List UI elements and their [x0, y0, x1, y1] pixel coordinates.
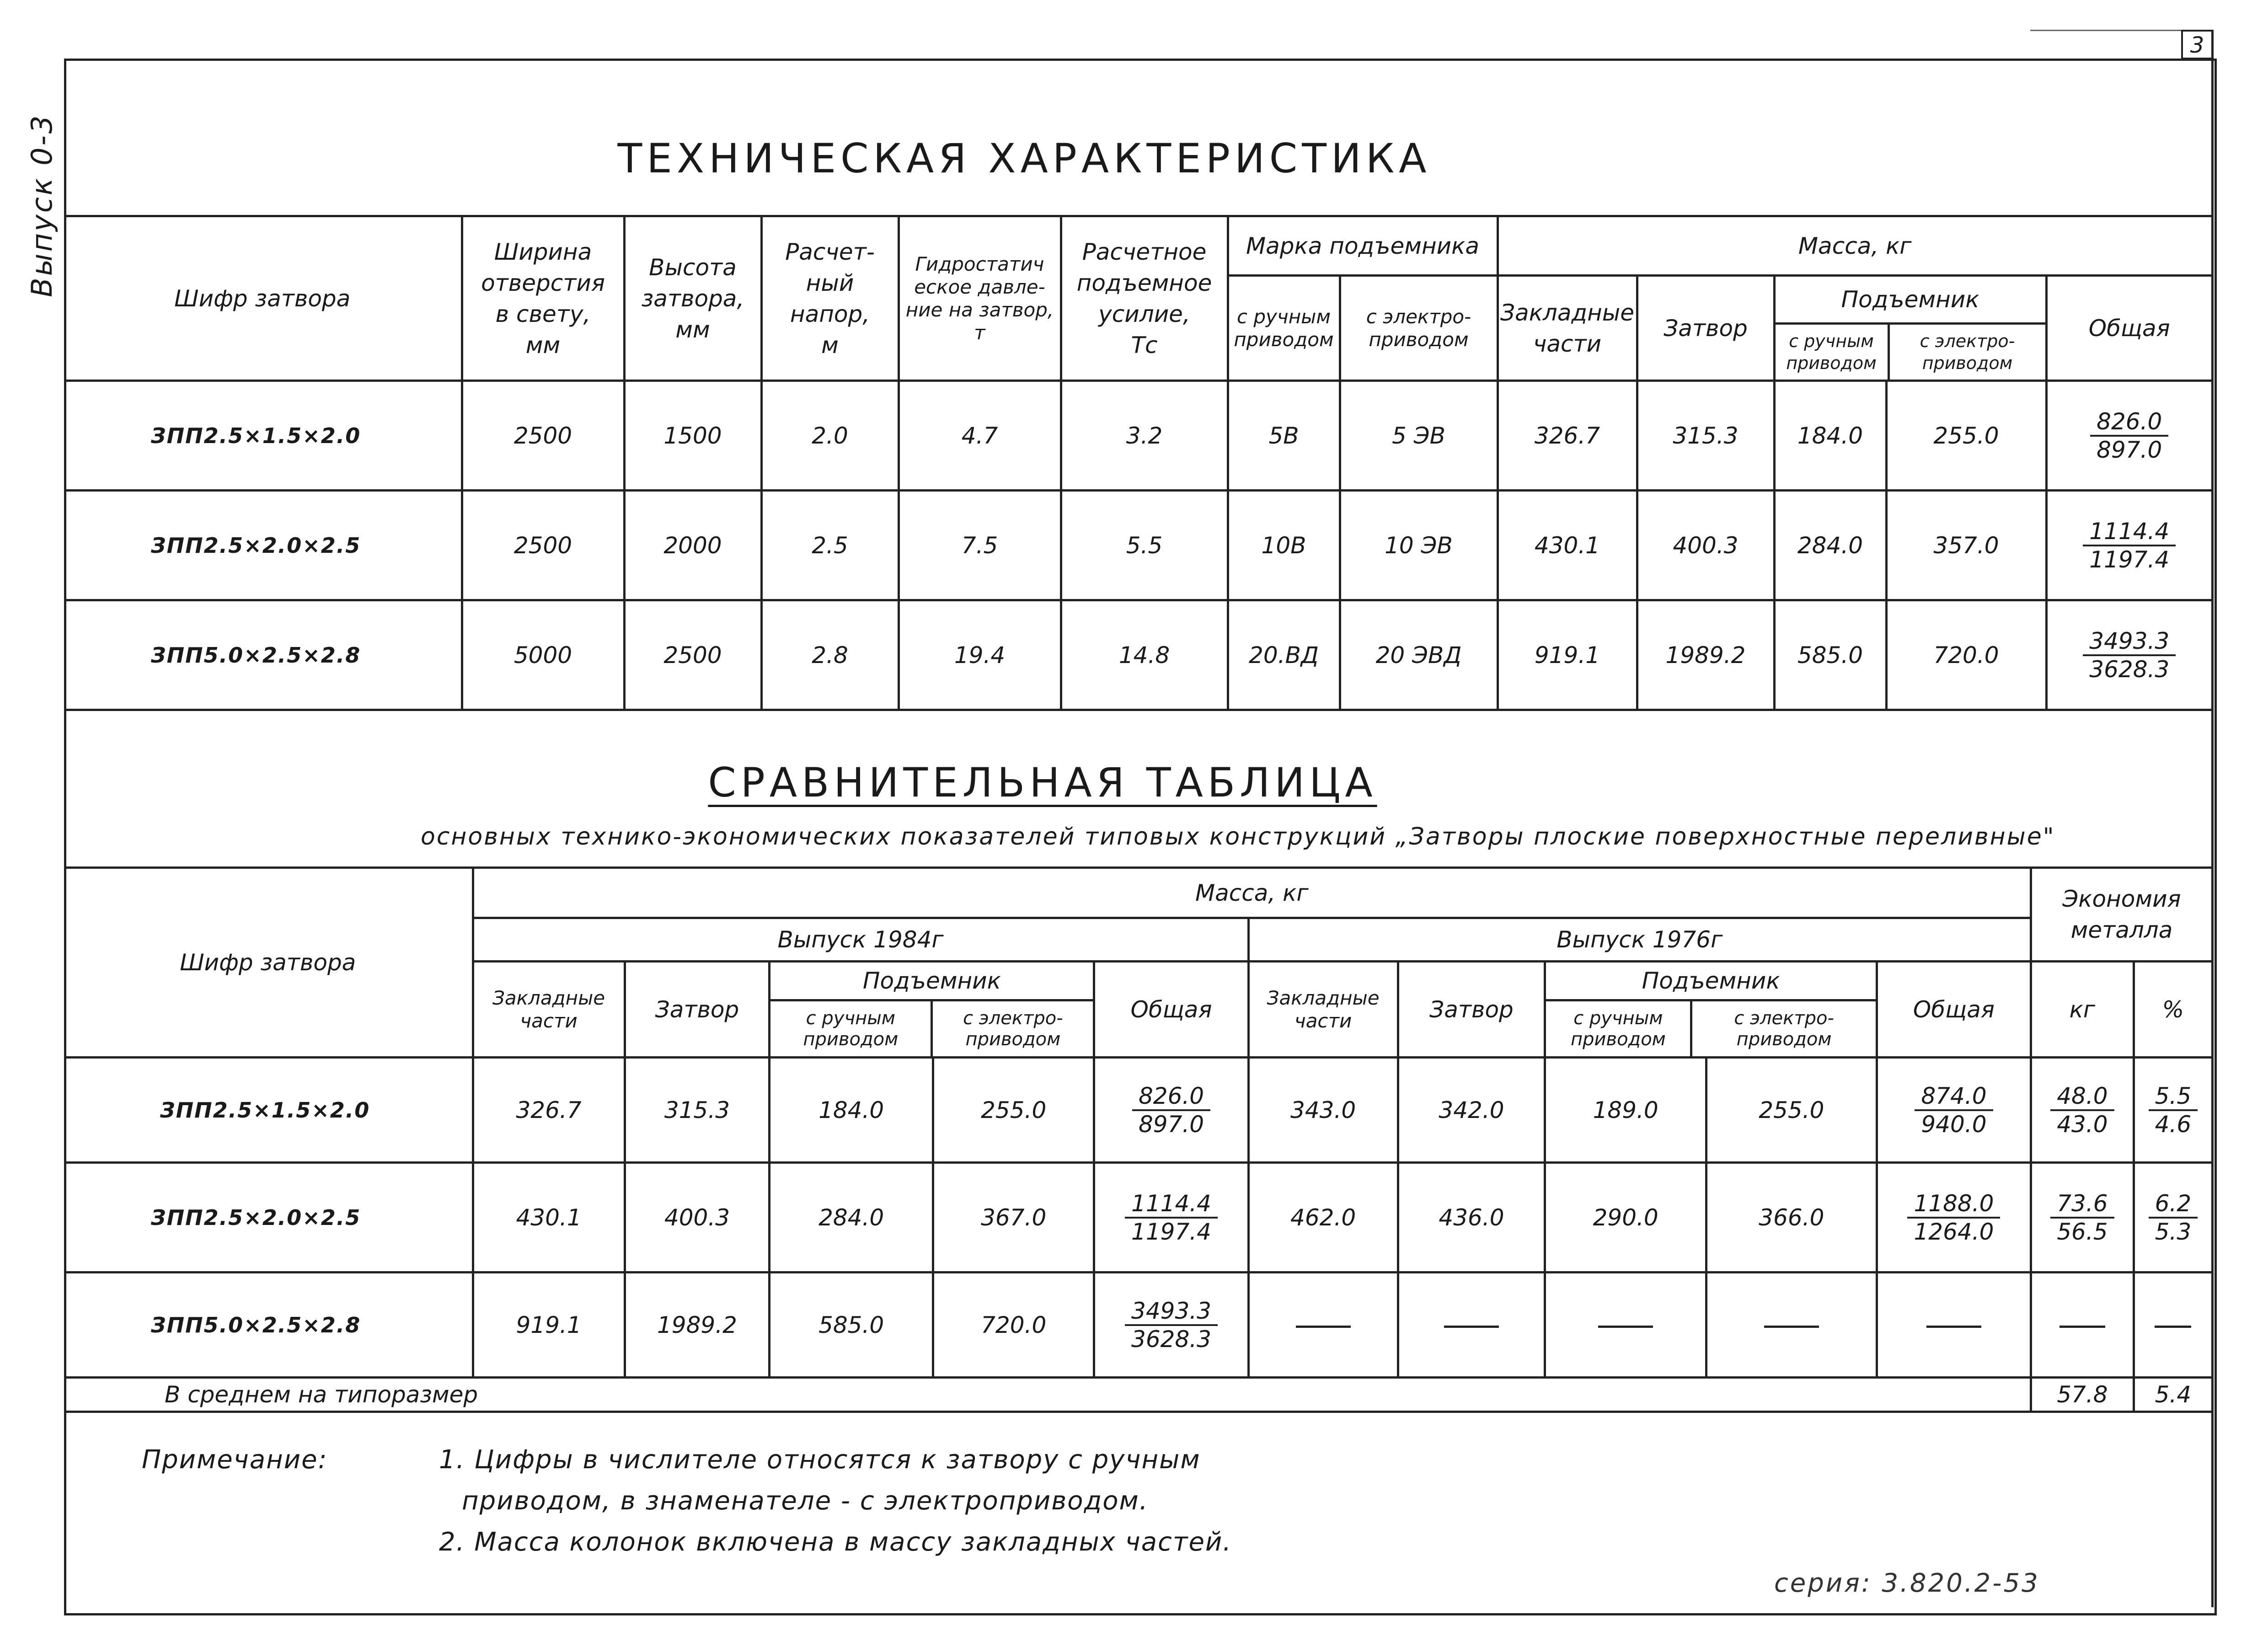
top-border-stub: [2030, 30, 2181, 31]
hdr-gate: Затвор: [1637, 276, 1774, 381]
title-comparison: СРАВНИТЕЛЬНАЯ ТАБЛИЦА: [708, 759, 1377, 806]
title-technical: ТЕХНИЧЕСКАЯ ХАРАКТЕРИСТИКА: [617, 135, 1431, 182]
hdr-total: Общая: [2046, 276, 2211, 381]
note-1b: приводом, в знаменателе - с электроприводом.: [462, 1486, 1149, 1516]
empty-dash: [2031, 1273, 2134, 1378]
empty-dash: [1706, 1273, 1877, 1378]
economy-pct-fraction: $\frac{6.2}{5.3}$: [2134, 1163, 2211, 1273]
average-label: В среднем на типоразмер: [64, 1378, 2031, 1412]
hdr2-pct: %: [2134, 962, 2211, 1058]
hdr-embedded: Закладные части: [1498, 276, 1637, 381]
table-row: ЗПП5.0×2.5×2.8 5000 2500 2.8 19.4 14.8 20.ВД 20 ЭВД 919.1 1989.2 585.0 720.0 $\frac{3493.3}{3628.3}$: [64, 600, 2211, 710]
hdr2-issue1976: Выпуск 1976г: [1248, 918, 2031, 962]
table-row: ЗПП2.5×2.0×2.5 2500 2000 2.5 7.5 5.5 10В 10 ЭВ 430.1 400.3 284.0 357.0 $\frac{1114.4}{1197.4}$: [64, 491, 2211, 600]
comparison-table: [64, 866, 2211, 1413]
empty-dash: [1545, 1273, 1706, 1378]
note-1a: 1. Цифры в числителе относятся к затвору с ручным: [439, 1445, 1201, 1475]
hdr2-issue1984: Выпуск 1984г: [473, 918, 1248, 962]
subtitle-comparison: основных технико-экономических показателей типовых конструкций „Затворы плоские поверхностные переливные": [421, 823, 2055, 850]
total-fraction: $\frac{826.0}{897.0}$: [2046, 381, 2211, 491]
average-row: [64, 1378, 2211, 1412]
table-row: ЗПП2.5×2.0×2.5 430.1 400.3 284.0 367.0 $\frac{1114.4}{1197.4}$ 462.0 436.0 290.0 366.0 $\frac{1188.0}{1264.0}$ $\frac{73.6}{56.5}$ $\frac{6.2}{5.3}$: [64, 1163, 2211, 1273]
hdr2-kg: кг: [2031, 962, 2134, 1058]
total-fraction: $\frac{1114.4}{1197.4}$: [2046, 491, 2211, 600]
economy-kg-fraction: $\frac{73.6}{56.5}$: [2031, 1163, 2134, 1273]
hdr-height: Высота затвора, мм: [624, 216, 761, 381]
hdr2-code: Шифр затвора: [64, 868, 473, 1058]
page-number-box: [2181, 30, 2213, 59]
hdr-electric: с электро- приводом: [1340, 276, 1498, 381]
table-row: ЗПП2.5×1.5×2.0 2500 1500 2.0 4.7 3.2 5В 5 ЭВ 326.7 315.3 184.0 255.0 $\frac{826.0}{897.0}$: [64, 381, 2211, 491]
total-fraction: $\frac{826.0}{897.0}$: [1094, 1058, 1248, 1163]
table-row: ЗПП5.0×2.5×2.8 919.1 1989.2 585.0 720.0 $\frac{3493.3}{3628.3}$: [64, 1273, 2211, 1378]
hdr-width: Ширина отверстия в свету, мм: [462, 216, 624, 381]
total-fraction: $\frac{1114.4}{1197.4}$: [1094, 1163, 1248, 1273]
hdr2-a-total: Общая: [1094, 962, 1248, 1058]
hdr-manual: с ручным приводом: [1228, 276, 1340, 381]
hdr2-a-hoist: Подъемник с ручным приводом с электро- приводом: [770, 962, 1094, 1058]
note-2: 2. Масса колонок включена в массу закладных частей.: [439, 1527, 1232, 1557]
hdr-mass: Масса, кг: [1498, 216, 2211, 276]
hdr-hydro: Гидростатич еское давле- ние на затвор, т: [899, 216, 1061, 381]
economy-kg-fraction: $\frac{48.0}{43.0}$: [2031, 1058, 2134, 1163]
hdr-force: Расчетное подъемное усилие, Тс: [1061, 216, 1228, 381]
empty-dash: [1877, 1273, 2031, 1378]
technical-table: [64, 215, 2211, 711]
hdr2-b-embedded: Закладные части: [1248, 962, 1398, 1058]
hdr2-mass: Масса, кг: [473, 868, 2031, 918]
series-label: серия: 3.820.2-53: [1774, 1568, 2040, 1598]
empty-dash: [1248, 1273, 1398, 1378]
hdr2-a-gate: Затвор: [625, 962, 770, 1058]
total-fraction: $\frac{3493.3}{3628.3}$: [1094, 1273, 1248, 1378]
average-kg: 57.8: [2031, 1378, 2134, 1412]
note-label: Примечание:: [142, 1445, 328, 1475]
hdr2-b-total: Общая: [1877, 962, 2031, 1058]
empty-dash: [1398, 1273, 1545, 1378]
total-fraction: $\frac{3493.3}{3628.3}$: [2046, 600, 2211, 710]
table-row: ЗПП2.5×1.5×2.0 326.7 315.3 184.0 255.0 $\frac{826.0}{897.0}$ 343.0 342.0 189.0 255.0 $\frac{874.0}{940.0}$ $\frac{48.0}{43.0}$ $\frac{5.5}{4.6}$: [64, 1058, 2211, 1163]
hdr-code: Шифр затвора: [64, 216, 462, 381]
hdr-hoist-group: Подъемник с ручным приводом с электро- приводом: [1774, 276, 2046, 381]
side-label: Выпуск 0-3: [25, 113, 59, 297]
empty-dash: [2134, 1273, 2211, 1378]
hdr2-a-embedded: Закладные части: [473, 962, 625, 1058]
economy-pct-fraction: $\frac{5.5}{4.6}$: [2134, 1058, 2211, 1163]
hdr2-b-hoist: Подъемник с ручным приводом с электро- приводом: [1545, 962, 1877, 1058]
hdr-hoist-brand: Марка подъемника: [1228, 216, 1498, 276]
total-fraction: $\frac{1188.0}{1264.0}$: [1877, 1163, 2031, 1273]
page-number: 3: [2190, 32, 2204, 58]
hdr2-economy: Экономия металла: [2031, 868, 2211, 962]
hdr-head: Расчет- ный напор, м: [761, 216, 899, 381]
average-pct: 5.4: [2134, 1378, 2211, 1412]
hdr2-b-gate: Затвор: [1398, 962, 1545, 1058]
total-fraction: $\frac{874.0}{940.0}$: [1877, 1058, 2031, 1163]
